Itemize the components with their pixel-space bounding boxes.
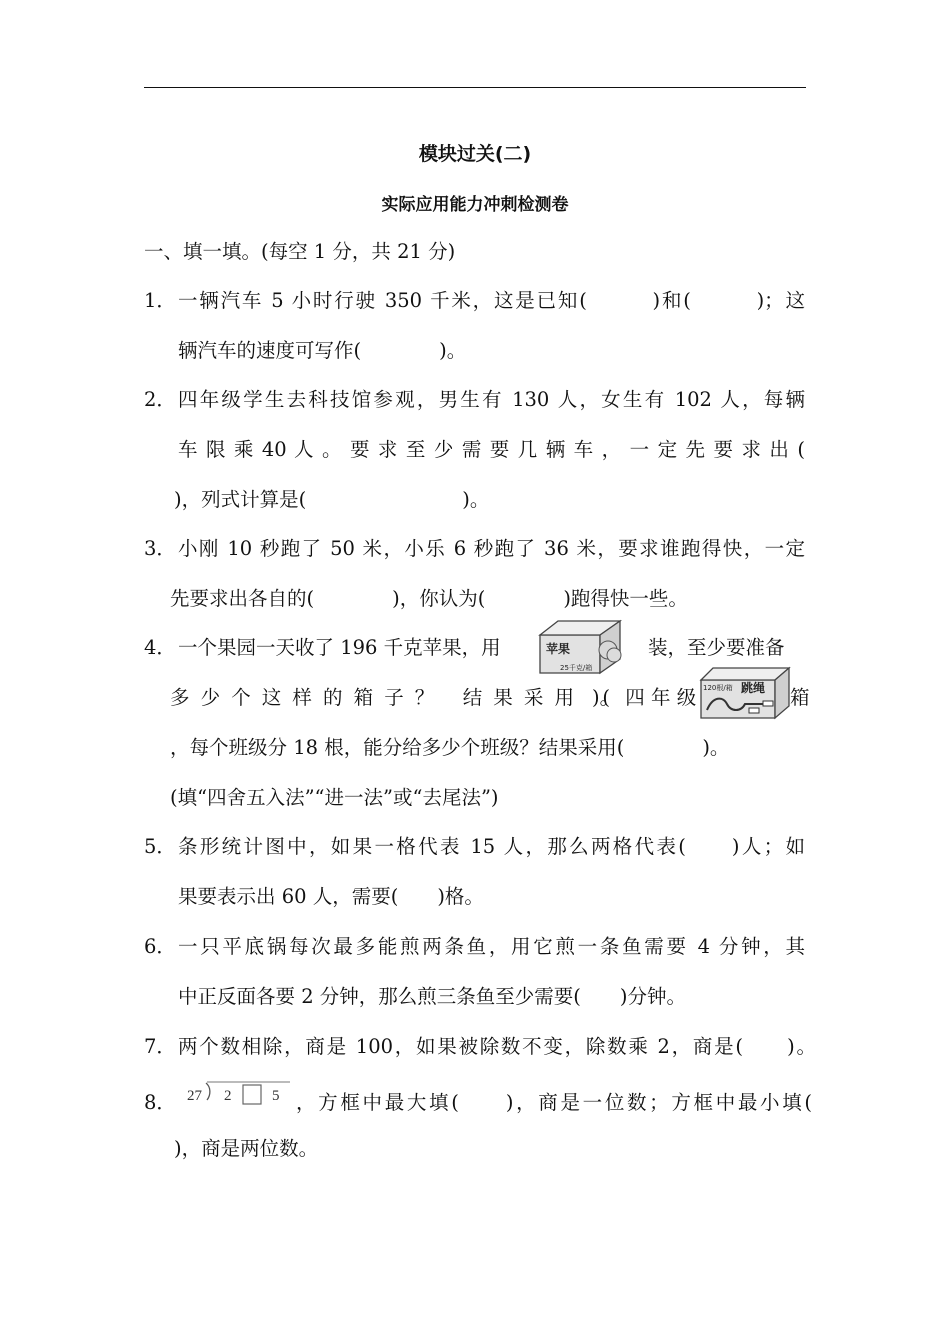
apple-box-label: 苹果 [546, 642, 571, 656]
question-2-line-3: )，列式计算是( )。 [174, 488, 490, 511]
question-2-line-1: 四年级学生去科技馆参观，男生有 130 人，女生有 102 人，每辆 [178, 388, 805, 411]
long-division-image [184, 1078, 294, 1110]
question-6-line-2: 中正反面各要 2 分钟，那么煎三条鱼至少需要( )分钟。 [178, 985, 687, 1008]
division-digit-2: 5 [272, 1088, 280, 1104]
question-4-line-2a: 多少个这样的箱子？ 结果采用 ( [170, 686, 610, 709]
question-8-line-2: )，商是两位数。 [174, 1137, 319, 1160]
question-2-number: 2． [144, 388, 176, 411]
question-3-line-2: 先要求出各自的( )，你认为( )跑得快一些。 [170, 587, 688, 610]
question-5-line-2: 果要表示出 60 人，需要( )格。 [178, 885, 484, 908]
page-title: 模块过关(二) [418, 143, 532, 165]
division-blank-box [243, 1085, 261, 1104]
jump-rope-box-label: 跳绳 [741, 681, 766, 695]
jump-rope-box-sub: 120根/箱 [703, 684, 733, 692]
question-1-line-2: 辆汽车的速度可写作( )。 [178, 339, 467, 362]
question-8-number: 8． [144, 1091, 176, 1114]
question-1-number: 1． [144, 289, 176, 312]
question-4-line-2b: )。 四 年 级 [592, 686, 697, 709]
question-1-line-1: 一辆汽车 5 小时行驶 350 千米，这是已知( )和( )；这 [178, 289, 805, 312]
question-4-line-4: (填“四舍五入法”“进一法”或“去尾法”) [170, 786, 499, 809]
question-2-line-2: 车 限 乘 40 人 。 要 求 至 少 需 要 几 辆 车 ， 一 定 先 要 求 出 ( [178, 438, 805, 461]
division-digit-1: 2 [224, 1088, 232, 1104]
question-7-line-1: 两个数相除，商是 100，如果被除数不变，除数乘 2，商是( )。 [178, 1035, 816, 1058]
top-rule [144, 87, 806, 88]
question-6-number: 6． [144, 935, 176, 958]
question-6-line-1: 一只平底锅每次最多能煎两条鱼，用它煎一条鱼需要 4 分钟，其 [178, 935, 805, 958]
question-5-number: 5． [144, 835, 176, 858]
section-heading: 一、填一填。(每空 1 分，共 21 分) [144, 240, 456, 263]
page-subtitle: 实际应用能力冲刺检测卷 [381, 195, 569, 215]
question-4-line-2c: 箱 [790, 686, 810, 709]
question-4-number: 4． [144, 636, 176, 659]
question-4-line-3: ，每个班级分 18 根，能分给多少个班级？结果采用( )。 [170, 736, 730, 759]
question-3-number: 3． [144, 537, 176, 560]
question-4-line-1a: 一个果园一天收了 196 千克苹果，用 [178, 636, 501, 659]
question-5-line-1: 条形统计图中，如果一格代表 15 人，那么两格代表( )人；如 [178, 835, 805, 858]
question-7-number: 7． [144, 1035, 176, 1058]
question-8-line-1: ，方框中最大填( )，商是一位数；方框中最小填( [296, 1091, 812, 1114]
apple-box-sub: 25千克/箱 [560, 664, 593, 672]
division-divisor: 27 [187, 1088, 202, 1104]
question-3-line-1: 小刚 10 秒跑了 50 米，小乐 6 秒跑了 36 米，要求谁跑得快，一定 [178, 537, 805, 560]
apple-box-image [536, 617, 626, 677]
jump-rope-box-image [697, 662, 797, 722]
question-4-line-1b: 装，至少要准备 [648, 636, 785, 659]
